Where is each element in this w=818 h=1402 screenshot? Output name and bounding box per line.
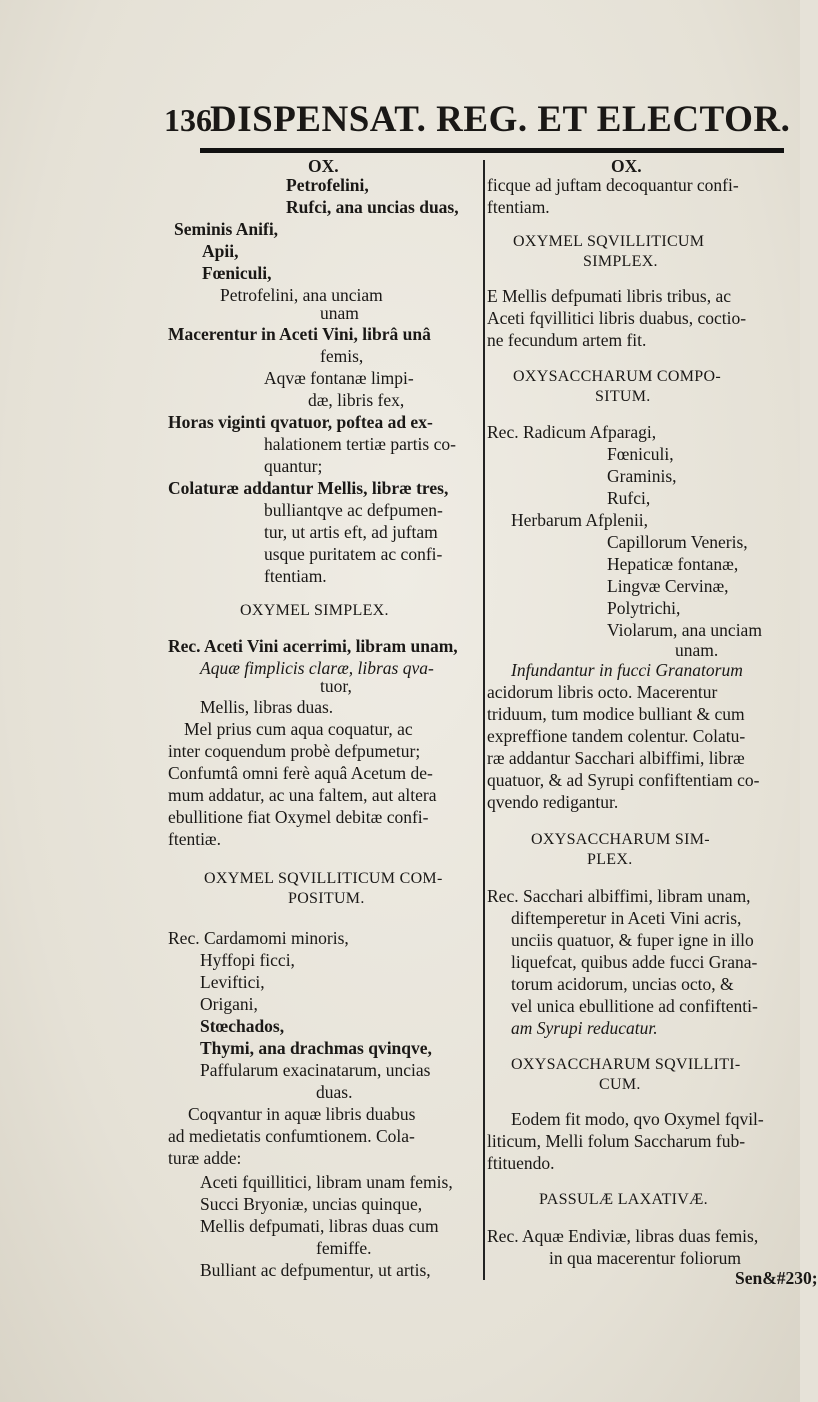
text-line: Polytrichi, [607,598,681,618]
text-line: am Syrupi reducatur. [511,1018,658,1038]
text-line: Lingvæ Cervinæ, [607,576,729,596]
text-line: Rec. Cardamomi minoris, [168,928,349,948]
text-line: Graminis, [607,466,677,486]
text-line: turæ adde: [168,1148,242,1168]
section-heading: OXYSACCHARUM SQVILLITI- [511,1056,741,1073]
catchword: Sen&#230; [735,1268,818,1288]
text-line: tur, ut artis eft, ad juftam [264,522,438,542]
text-line: quantur; [264,456,323,476]
text-line: Mellis, libras duas. [200,697,334,717]
section-heading: OXYMEL SQVILLITICUM COM- [204,870,443,887]
text-line: inter coquendum probè defpumetur; [168,741,421,761]
text-line: Herbarum Afplenii, [511,510,649,530]
text-line: quatuor, & ad Syrupi confiftentiam co- [487,770,760,790]
text-line: Violarum, ana unciam [607,620,762,640]
text-line: unam [320,303,359,323]
text-line: Colaturæ addantur Mellis, libræ tres, [168,478,449,498]
text-line: femiffe. [316,1238,372,1258]
text-line: Confumtâ omni ferè aquâ Acetum de- [168,763,433,783]
text-line: bulliantqve ac defpumen- [264,500,443,520]
section-heading: SIMPLEX. [583,253,658,270]
text-line: femis, [320,346,364,366]
text-line: Rec. Sacchari albiffimi, libram unam, [487,886,751,906]
text-line: tuor, [320,676,352,696]
running-head [150,98,791,144]
text-line: ftentiam. [487,197,550,217]
text-line: Hepaticæ fontanæ, [607,554,739,574]
text-line: Mel prius cum aqua coquatur, ac [184,719,413,739]
text-line: Bulliant ac defpumentur, ut artis, [200,1260,431,1280]
text-line: Eodem fit modo, qvo Oxymel fqvil- [511,1109,764,1129]
text-line: torum acidorum, uncias octo, & [511,974,734,994]
text-line: Aquæ fimplicis claræ, libras qva- [200,658,434,678]
text-line: qvendo redigantur. [487,792,619,812]
section-heading: PLEX. [587,851,633,868]
text-line: Seminis Anifi, [174,219,279,239]
text-line: Rec. Aceti Vini acerrimi, libram unam, [168,636,458,656]
text-line: Fœniculi, [607,444,674,464]
column-catchword: OX. [308,156,339,176]
text-line: ebullitione fiat Oxymel debitæ confi- [168,807,429,827]
text-line: mum addatur, ac una faltem, aut altera [168,785,437,805]
section-heading: CUM. [599,1076,641,1093]
text-line: Apii, [202,241,239,261]
text-line: Leviftici, [200,972,265,992]
text-line: Petrofelini, ana unciam [220,285,383,305]
text-line: acidorum libris octo. Macerentur [487,682,718,702]
text-line: Macerentur in Aceti Vini, librâ unâ [168,324,431,344]
header-rule [200,148,784,153]
section-heading: PASSULÆ LAXATIVÆ. [539,1191,708,1208]
text-line: unciis quatuor, & fuper igne in illo [511,930,754,950]
text-line: Petrofelini, [286,175,369,195]
text-line: Stœchados, [200,1016,285,1036]
text-line: Paffularum exacinatarum, uncias [200,1060,431,1080]
text-line: Succi Bryoniæ, uncias quinque, [200,1194,423,1214]
text-line: diftemperetur in Aceti Vini acris, [511,908,742,928]
text-line: liticum, Melli folum Saccharum fub- [487,1131,746,1151]
text-line: unam. [675,640,719,660]
text-line: E Mellis defpumati libris tribus, ac [487,286,731,306]
text-line: Capillorum Veneris, [607,532,748,552]
section-heading: OXYSACCHARUM COMPO- [513,368,721,385]
text-line: Origani, [200,994,258,1014]
text-line: duas. [316,1082,353,1102]
text-line: Infundantur in fucci Granatorum [511,660,743,680]
text-line: ficque ad juftam decoquantur confi- [487,175,739,195]
text-line: usque puritatem ac confi- [264,544,443,564]
text-line: Hyffopi ficci, [200,950,295,970]
text-line: Coqvantur in aquæ libris duabus [188,1104,416,1124]
text-line: Mellis defpumati, libras duas cum [200,1216,439,1236]
text-line: Thymi, ana drachmas qvinqve, [200,1038,432,1058]
text-line: Aceti fquillitici, libram unam femis, [200,1172,453,1192]
text-line: liquefcat, quibus adde fucci Grana- [511,952,758,972]
text-line: ne fecundum artem fit. [487,330,647,350]
text-line: ftentiam. [264,566,327,586]
text-line: ræ addantur Sacchari albiffimi, libræ [487,748,745,768]
section-heading: SITUM. [595,388,651,405]
text-line: triduum, tum modice bulliant & cum [487,704,745,724]
section-heading: POSITUM. [288,890,365,907]
section-heading: OXYMEL SIMPLEX. [240,602,389,619]
column-catchword: OX. [611,156,642,176]
section-heading: OXYSACCHARUM SIM- [531,831,710,848]
text-line: Horas viginti qvatuor, poftea ad ex- [168,412,433,432]
text-line: Rec. Radicum Afparagi, [487,422,657,442]
text-line: Aceti fqvillitici libris duabus, coctio- [487,308,747,328]
column-divider [483,160,485,1280]
text-line: dæ, libris fex, [308,390,405,410]
text-line: ftituendo. [487,1153,555,1173]
running-title: DISPENSAT. REG. ET ELECTOR. [210,99,791,140]
text-line: Rec. Aquæ Endiviæ, libras duas femis, [487,1226,759,1246]
text-line: halationem tertiæ partis co- [264,434,456,454]
text-line: Rufci, [607,488,651,508]
text-line: ad medietatis confumtionem. Cola- [168,1126,415,1146]
text-line: vel unica ebullitione ad confiftenti- [511,996,758,1016]
text-line: expreffione tandem colentur. Colatu- [487,726,746,746]
text-line: Fœniculi, [202,263,272,283]
text-line: Rufci, ana uncias duas, [286,197,459,217]
text-line: ftentiæ. [168,829,221,849]
page-number: 136 [164,102,212,138]
text-line: in qua macerentur foliorum [549,1248,741,1268]
section-heading: OXYMEL SQVILLITICUM [513,233,705,250]
text-line: Aqvæ fontanæ limpi- [264,368,414,388]
